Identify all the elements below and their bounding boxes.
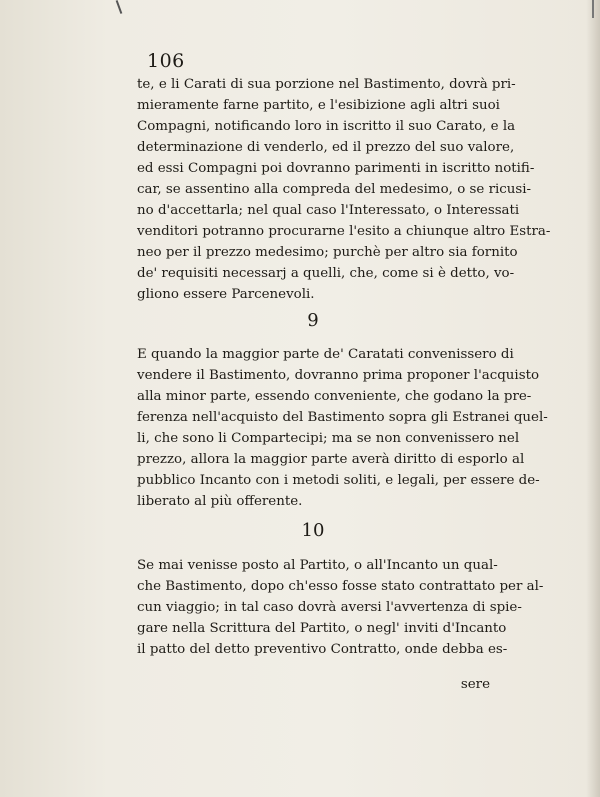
text-line: Compagni, notificando loro in iscritto il suo Carato, e la bbox=[137, 119, 516, 134]
page-edge-shadow bbox=[586, 0, 600, 797]
section-number: 9 bbox=[307, 310, 319, 331]
text-line: determinazione di venderlo, ed il prezzo del suo valore, bbox=[137, 140, 515, 155]
text-line: mieramente farne partito, e l'esibizione agli altri suoi bbox=[137, 98, 500, 113]
text-line: te, e li Carati di sua porzione nel Bastimento, dovrà pri- bbox=[137, 77, 516, 92]
catchword: sere bbox=[460, 677, 490, 692]
text-line: Se mai venisse posto al Partito, o all'Incanto un qual- bbox=[137, 558, 498, 573]
section-number: 10 bbox=[301, 520, 325, 541]
ink-mark bbox=[592, 0, 594, 18]
text-line: li, che sono li Compartecipi; ma se non convenissero nel bbox=[137, 431, 520, 446]
text-line: pubblico Incanto con i metodi soliti, e legali, per essere de- bbox=[137, 473, 540, 488]
text-line: cun viaggio; in tal caso dovrà aversi l'avvertenza di spie- bbox=[137, 600, 522, 615]
text-line: prezzo, allora la maggior parte averà diritto di esporlo al bbox=[137, 452, 525, 467]
text-line: che Bastimento, dopo ch'esso fosse stato contrattato per al- bbox=[137, 579, 544, 594]
text-line: liberato al più offerente. bbox=[137, 494, 303, 509]
ink-mark bbox=[116, 0, 123, 14]
text-line: ferenza nell'acquisto del Bastimento sopra gli Estranei quel- bbox=[137, 410, 548, 425]
paragraph-block bbox=[137, 344, 548, 512]
text-line: neo per il prezzo medesimo; purchè per altro sia fornito bbox=[137, 245, 518, 260]
text-line: venditori potranno procurarne l'esito a chiunque altro Estra- bbox=[137, 224, 551, 239]
text-line: ed essi Compagni poi dovranno parimenti in iscritto notifi- bbox=[137, 161, 535, 176]
text-line: de' requisiti necessarj a quelli, che, come si è detto, vo- bbox=[137, 266, 515, 281]
text-line: gliono essere Parcenevoli. bbox=[137, 287, 315, 302]
text-line: vendere il Bastimento, dovranno prima proponer l'acquisto bbox=[137, 368, 540, 383]
text-line: E quando la maggior parte de' Caratati convenissero di bbox=[137, 347, 514, 362]
text-line: alla minor parte, essendo conveniente, che godano la pre- bbox=[137, 389, 532, 404]
paragraph-block bbox=[137, 555, 544, 660]
text-line: gare nella Scrittura del Partito, o negl' inviti d'Incanto bbox=[137, 621, 507, 636]
text-line: no d'accettarla; nel qual caso l'Interessato, o Interessati bbox=[137, 203, 520, 218]
text-line: car, se assentino alla compreda del medesimo, o se ricusi- bbox=[137, 182, 532, 197]
text-line: il patto del detto preventivo Contratto, onde debba es- bbox=[137, 642, 508, 657]
page-number: 106 bbox=[147, 50, 185, 72]
paragraph-block bbox=[137, 74, 551, 305]
